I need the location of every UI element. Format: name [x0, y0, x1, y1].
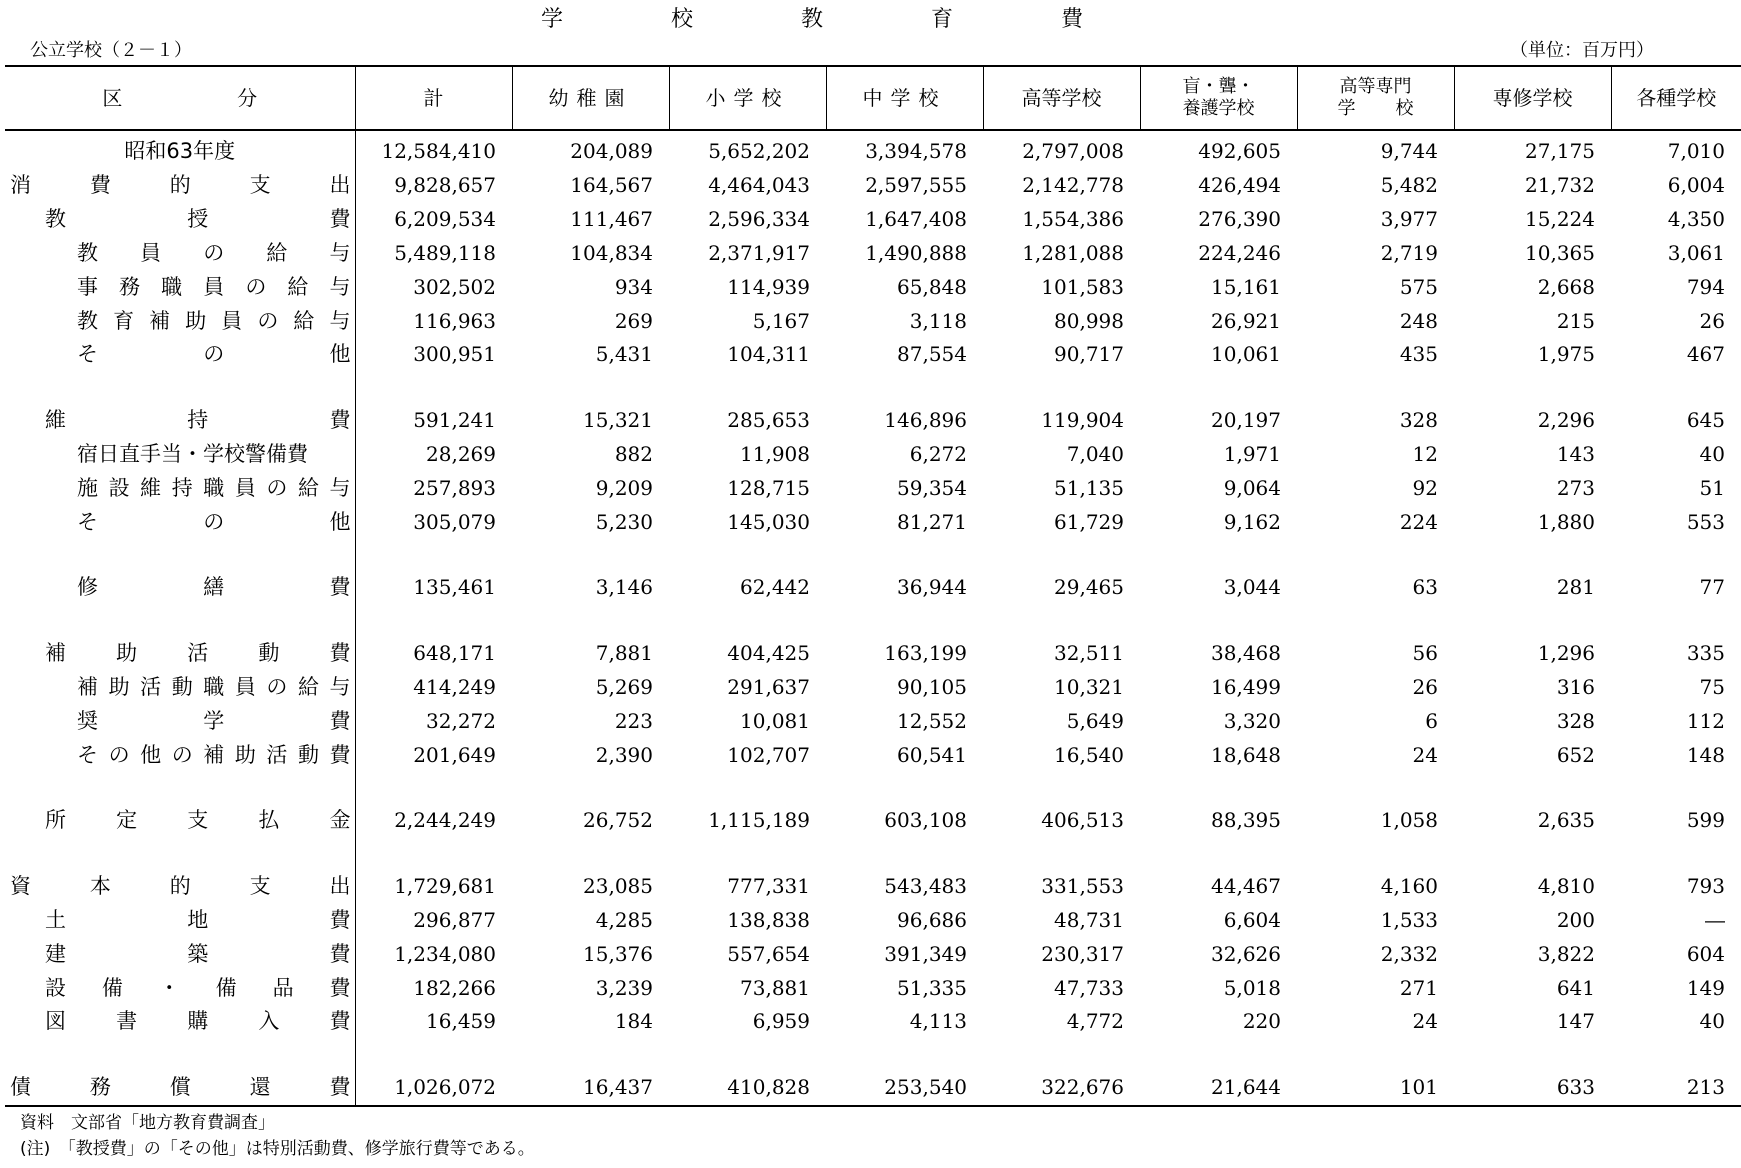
table-row — [5, 804, 1741, 838]
cell-value: 48,731 — [1054, 907, 1124, 932]
cell-value: 12,584,410 — [381, 138, 496, 163]
cell-value: 2,332 — [1380, 941, 1438, 966]
cell-value: 1,115,189 — [708, 808, 810, 833]
cell-value: 794 — [1686, 274, 1725, 299]
cell-value: 6,959 — [752, 1009, 810, 1034]
cell-value: 3,239 — [595, 975, 653, 1000]
cell-value: 90,717 — [1054, 342, 1124, 367]
cell-value: 16,499 — [1211, 674, 1281, 699]
cell-value: 26,921 — [1211, 308, 1281, 333]
cell-value: 104,834 — [570, 240, 653, 265]
cell-value: 335 — [1686, 641, 1725, 666]
table-row — [5, 338, 1741, 372]
notes — [20, 1110, 535, 1162]
cell-value: 1,971 — [1223, 441, 1281, 466]
cell-value: 1,647,408 — [865, 207, 967, 232]
cell-value: 316 — [1556, 674, 1595, 699]
total-row — [5, 130, 1741, 169]
table-row — [5, 971, 1741, 1005]
row-label: 補 助 活 動 職 員 の 給 与 — [5, 671, 355, 705]
cell-value: 15,321 — [583, 408, 653, 433]
cell-value: 182,266 — [413, 975, 496, 1000]
cell-value: 149 — [1686, 975, 1725, 1000]
cell-value: 38,468 — [1211, 641, 1281, 666]
cell-value: 40 — [1699, 1009, 1725, 1034]
row-label: 教 員 の 給 与 — [5, 237, 355, 271]
cell-value: 96,686 — [897, 907, 967, 932]
cell-value: 1,554,386 — [1022, 207, 1124, 232]
cell-value: 6,604 — [1223, 907, 1281, 932]
cell-value: 10,081 — [740, 708, 810, 733]
page-title: 学校教育費 — [540, 7, 1191, 32]
cell-value: 2,597,555 — [865, 173, 967, 198]
cell-value: 32,272 — [426, 708, 496, 733]
cell-value: 269 — [614, 308, 653, 333]
row-label: 図 書 購 入 費 — [5, 1005, 355, 1039]
cell-value: 591,241 — [413, 408, 496, 433]
cell-value: 1,058 — [1380, 808, 1438, 833]
cell-value: 5,230 — [595, 509, 653, 534]
cell-value: 248 — [1399, 308, 1438, 333]
cell-value: 26 — [1699, 308, 1725, 333]
header-col-4: 中学校 — [826, 66, 983, 130]
cell-value: 15,161 — [1211, 274, 1281, 299]
cell-value: 24 — [1412, 1009, 1438, 1034]
table-row — [5, 671, 1741, 705]
cell-value: 15,376 — [583, 941, 653, 966]
row-label: 債 務 償 還 費 — [5, 1071, 355, 1106]
cell-value: 4,160 — [1380, 874, 1438, 899]
cell-value: 276,390 — [1198, 207, 1281, 232]
row-label: 維 持 費 — [5, 404, 355, 438]
cell-value: 406,513 — [1041, 808, 1124, 833]
cell-value: 7,010 — [1667, 138, 1725, 163]
cell-value: 652 — [1556, 742, 1595, 767]
cell-value: 224 — [1399, 509, 1438, 534]
cell-value: 47,733 — [1054, 975, 1124, 1000]
cell-value: 553 — [1686, 509, 1725, 534]
cell-value: 10,365 — [1525, 240, 1595, 265]
cell-value: 61,729 — [1054, 509, 1124, 534]
cell-value: 641 — [1556, 975, 1595, 1000]
header-col-6: 盲・聾・ 養護学校 — [1140, 66, 1297, 130]
cell-value: 80,998 — [1054, 308, 1124, 333]
row-label: 教 育 補 助 員 の 給 与 — [5, 304, 355, 338]
cell-value: 224,246 — [1198, 240, 1281, 265]
cell-value: 73,881 — [740, 975, 810, 1000]
cell-value: 7,040 — [1066, 441, 1124, 466]
table-subtitle: 公立学校（２－１） — [30, 40, 192, 61]
cell-value: 90,105 — [897, 674, 967, 699]
cell-value: 4,113 — [909, 1009, 967, 1034]
cell-value: 285,653 — [727, 408, 810, 433]
row-label: 昭和63年度 — [5, 130, 355, 169]
cell-value: 51,335 — [897, 975, 967, 1000]
cell-value: 44,467 — [1211, 874, 1281, 899]
cell-value: 5,269 — [595, 674, 653, 699]
spacer-row — [5, 539, 1741, 571]
cell-value: 1,234,080 — [394, 941, 496, 966]
cell-value: 104,311 — [727, 342, 810, 367]
cell-value: 3,394,578 — [865, 138, 967, 163]
header-col-8: 専修学校 — [1454, 66, 1611, 130]
cell-value: 36,944 — [897, 575, 967, 600]
cell-value: 604 — [1686, 941, 1725, 966]
cell-value: 404,425 — [727, 641, 810, 666]
row-label: そ の 他 — [5, 505, 355, 539]
row-label: 施 設 維 持 職 員 の 給 与 — [5, 471, 355, 505]
table-row — [5, 1071, 1741, 1106]
row-label: 設 備 ・ 備 品 費 — [5, 971, 355, 1005]
cell-value: 223 — [614, 708, 653, 733]
cell-value: 467 — [1686, 342, 1725, 367]
cell-value: 21,732 — [1525, 173, 1595, 198]
cell-value: 934 — [614, 274, 653, 299]
cell-value: 633 — [1454, 1071, 1611, 1106]
cell-value: 2,142,778 — [1022, 173, 1124, 198]
cell-value: 10,061 — [1211, 342, 1281, 367]
cell-value: 6,209,534 — [394, 207, 496, 232]
table-row — [5, 738, 1741, 772]
header-col-2: 幼稚園 — [512, 66, 669, 130]
table-row — [5, 505, 1741, 539]
cell-value: 11,908 — [740, 441, 810, 466]
cell-value: 3,061 — [1667, 240, 1725, 265]
cell-value: 16,459 — [426, 1009, 496, 1034]
expenditure-table — [5, 65, 1741, 1107]
cell-value: 92 — [1412, 475, 1438, 500]
cell-value: 102,707 — [727, 742, 810, 767]
cell-value: 32,511 — [1054, 641, 1124, 666]
cell-value: 200 — [1556, 907, 1595, 932]
header-col-5: 高等学校 — [983, 66, 1140, 130]
cell-value: 575 — [1399, 274, 1438, 299]
table-row — [5, 471, 1741, 505]
cell-value: 2,371,917 — [708, 240, 810, 265]
row-label: 補 助 活 動 費 — [5, 637, 355, 671]
cell-value: 51,135 — [1054, 475, 1124, 500]
cell-value: 27,175 — [1525, 138, 1595, 163]
cell-value: 201,649 — [413, 742, 496, 767]
cell-value: 3,977 — [1380, 207, 1438, 232]
cell-value: 15,224 — [1525, 207, 1595, 232]
cell-value: 16,437 — [512, 1071, 669, 1106]
row-label: 奨 学 費 — [5, 704, 355, 738]
cell-value: 5,431 — [595, 342, 653, 367]
cell-value: 1,533 — [1380, 907, 1438, 932]
cell-value: 435 — [1399, 342, 1438, 367]
cell-value: 3,118 — [909, 308, 967, 333]
cell-value: 24 — [1412, 742, 1438, 767]
table-row — [5, 203, 1741, 237]
table-body — [5, 130, 1741, 1106]
cell-value: 2,668 — [1537, 274, 1595, 299]
cell-value: 40 — [1699, 441, 1725, 466]
cell-value: 3,146 — [595, 575, 653, 600]
cell-value: 28,269 — [426, 441, 496, 466]
cell-value: 3,320 — [1223, 708, 1281, 733]
row-label: 宿 日 直 手 当 ・ 学 校 警 備 費 — [5, 438, 355, 472]
cell-value: 6,272 — [909, 441, 967, 466]
table-row — [5, 637, 1741, 671]
cell-value: 204,089 — [570, 138, 653, 163]
cell-value: 12,552 — [897, 708, 967, 733]
cell-value: 9,828,657 — [394, 173, 496, 198]
cell-value: 1,026,072 — [355, 1071, 512, 1106]
cell-value: 56 — [1412, 641, 1438, 666]
cell-value: 253,540 — [826, 1071, 983, 1106]
cell-value: 300,951 — [413, 342, 496, 367]
header-col-1: 計 — [355, 66, 512, 130]
cell-value: 391,349 — [884, 941, 967, 966]
cell-value: 410,828 — [669, 1071, 826, 1106]
cell-value: 10,321 — [1054, 674, 1124, 699]
cell-value: 111,467 — [570, 207, 653, 232]
cell-value: 2,390 — [595, 742, 653, 767]
table-row — [5, 237, 1741, 271]
cell-value: 426,494 — [1198, 173, 1281, 198]
cell-value: 6 — [1425, 708, 1438, 733]
table-row — [5, 937, 1741, 971]
cell-value: 230,317 — [1041, 941, 1124, 966]
header-row — [5, 66, 1741, 130]
cell-value: 23,085 — [583, 874, 653, 899]
table-row — [5, 438, 1741, 472]
cell-value: 1,490,888 — [865, 240, 967, 265]
header-kubun-label: 区 分 — [102, 86, 258, 110]
cell-value: 2,635 — [1537, 808, 1595, 833]
cell-value: 281 — [1556, 575, 1595, 600]
cell-value: 9,744 — [1380, 138, 1438, 163]
cell-value: 59,354 — [897, 475, 967, 500]
cell-value: 220 — [1242, 1009, 1281, 1034]
cell-value: 26 — [1412, 674, 1438, 699]
row-label: 所 定 支 払 金 — [5, 804, 355, 838]
row-label: そ の 他 の 補 助 活 動 費 — [5, 738, 355, 772]
cell-value: 2,296 — [1537, 408, 1595, 433]
cell-value: 26,752 — [583, 808, 653, 833]
spacer-row — [5, 1039, 1741, 1071]
cell-value: 18,648 — [1211, 742, 1281, 767]
cell-value: 4,285 — [595, 907, 653, 932]
table-row — [5, 904, 1741, 938]
cell-value: 4,772 — [1066, 1009, 1124, 1034]
cell-value: 145,030 — [727, 509, 810, 534]
cell-value: 32,626 — [1211, 941, 1281, 966]
cell-value: 603,108 — [884, 808, 967, 833]
cell-value: 1,296 — [1537, 641, 1595, 666]
cell-value: 557,654 — [727, 941, 810, 966]
cell-value: 147 — [1556, 1009, 1595, 1034]
row-label: 修 繕 費 — [5, 571, 355, 605]
cell-value: 5,652,202 — [708, 138, 810, 163]
cell-value: 5,489,118 — [394, 240, 496, 265]
cell-value: 296,877 — [413, 907, 496, 932]
cell-value: 648,171 — [413, 641, 496, 666]
cell-value: 1,880 — [1537, 509, 1595, 534]
cell-value: 2,596,334 — [708, 207, 810, 232]
cell-value: 6,004 — [1667, 173, 1725, 198]
cell-value: 1,729,681 — [394, 874, 496, 899]
row-label: そ の 他 — [5, 338, 355, 372]
row-label: 建 築 費 — [5, 937, 355, 971]
cell-value: 273 — [1556, 475, 1595, 500]
cell-value: 414,249 — [413, 674, 496, 699]
cell-value: 164,567 — [570, 173, 653, 198]
cell-value: 1,975 — [1537, 342, 1595, 367]
cell-value: 645 — [1686, 408, 1725, 433]
cell-value: 215 — [1556, 308, 1595, 333]
table-row — [5, 270, 1741, 304]
row-label: 消 費 的 支 出 — [5, 169, 355, 203]
cell-value: 62,442 — [740, 575, 810, 600]
cell-value: 51 — [1699, 475, 1725, 500]
cell-value: 163,199 — [884, 641, 967, 666]
cell-value: 184 — [614, 1009, 653, 1034]
cell-value: 135,461 — [413, 575, 496, 600]
table-row — [5, 1005, 1741, 1039]
cell-value: 328 — [1556, 708, 1595, 733]
cell-value: 3,044 — [1223, 575, 1281, 600]
table-container — [5, 65, 1725, 1107]
cell-value: 101 — [1297, 1071, 1454, 1106]
cell-value: 2,244,249 — [394, 808, 496, 833]
cell-value: 20,197 — [1211, 408, 1281, 433]
cell-value: 9,064 — [1223, 475, 1281, 500]
cell-value: 4,810 — [1537, 874, 1595, 899]
cell-value: 322,676 — [983, 1071, 1140, 1106]
cell-value: 81,271 — [897, 509, 967, 534]
cell-value: 88,395 — [1211, 808, 1281, 833]
cell-value: 5,018 — [1223, 975, 1281, 1000]
cell-value: 1,281,088 — [1022, 240, 1124, 265]
cell-value: 143 — [1556, 441, 1595, 466]
cell-value: 882 — [614, 441, 653, 466]
cell-value: 75 — [1699, 674, 1725, 699]
cell-value: 21,644 — [1140, 1071, 1297, 1106]
cell-value: 138,838 — [727, 907, 810, 932]
cell-value: 331,553 — [1041, 874, 1124, 899]
cell-value: 101,583 — [1041, 274, 1124, 299]
spacer-row — [5, 605, 1741, 637]
cell-value: 116,963 — [413, 308, 496, 333]
cell-value: 60,541 — [897, 742, 967, 767]
spacer-row — [5, 372, 1741, 404]
cell-value: 63 — [1412, 575, 1438, 600]
cell-value: 4,350 — [1667, 207, 1725, 232]
cell-value: 543,483 — [884, 874, 967, 899]
cell-value: 291,637 — [727, 674, 810, 699]
note-remark: (注) 「教授費」の「その他」は特別活動費、修学旅行費等である。 — [20, 1139, 535, 1159]
note-source: 資料 文部省「地方教育費調査」 — [20, 1113, 275, 1133]
cell-value: 5,482 — [1380, 173, 1438, 198]
row-label: 教 授 費 — [5, 203, 355, 237]
cell-value: 128,715 — [727, 475, 810, 500]
header-col-9: 各種学校 — [1611, 66, 1741, 130]
cell-value: 148 — [1686, 742, 1725, 767]
cell-value: 9,162 — [1223, 509, 1281, 534]
cell-value: 328 — [1399, 408, 1438, 433]
table-row — [5, 304, 1741, 338]
row-label: 資 本 的 支 出 — [5, 870, 355, 904]
cell-value: 5,167 — [752, 308, 810, 333]
unit-label: （単位：百万円） — [1510, 40, 1654, 61]
cell-value: 29,465 — [1054, 575, 1124, 600]
cell-value: 271 — [1399, 975, 1438, 1000]
cell-value: 3,822 — [1537, 941, 1595, 966]
table-row — [5, 404, 1741, 438]
cell-value: 9,209 — [595, 475, 653, 500]
cell-value: 119,904 — [1041, 408, 1124, 433]
cell-value: 12 — [1412, 441, 1438, 466]
cell-value: 305,079 — [413, 509, 496, 534]
row-label: 事 務 職 員 の 給 与 — [5, 270, 355, 304]
spacer-row — [5, 772, 1741, 804]
cell-value: 114,939 — [727, 274, 810, 299]
spacer-row — [5, 838, 1741, 870]
header-col-7: 高等専門 学校 — [1297, 66, 1454, 130]
cell-value: 7,881 — [595, 641, 653, 666]
cell-value: 2,719 — [1380, 240, 1438, 265]
table-row — [5, 571, 1741, 605]
cell-value: 5,649 — [1066, 708, 1124, 733]
cell-value: 65,848 — [897, 274, 967, 299]
header-col-3: 小学校 — [669, 66, 826, 130]
table-row — [5, 870, 1741, 904]
cell-value: 77 — [1699, 575, 1725, 600]
cell-value: 492,605 — [1198, 138, 1281, 163]
row-label: 土 地 費 — [5, 904, 355, 938]
cell-value: 213 — [1611, 1071, 1741, 1106]
cell-value: 599 — [1686, 808, 1725, 833]
cell-value: 2,797,008 — [1022, 138, 1124, 163]
table-row — [5, 169, 1741, 203]
cell-value: 112 — [1686, 708, 1725, 733]
cell-value: 16,540 — [1054, 742, 1124, 767]
cell-value: 793 — [1686, 874, 1725, 899]
header-kubun — [5, 66, 355, 130]
cell-value: 4,464,043 — [708, 173, 810, 198]
cell-value: ― — [1705, 907, 1725, 932]
cell-value: 257,893 — [413, 475, 496, 500]
cell-value: 87,554 — [897, 342, 967, 367]
cell-value: 777,331 — [727, 874, 810, 899]
table-row — [5, 704, 1741, 738]
cell-value: 146,896 — [884, 408, 967, 433]
cell-value: 302,502 — [413, 274, 496, 299]
